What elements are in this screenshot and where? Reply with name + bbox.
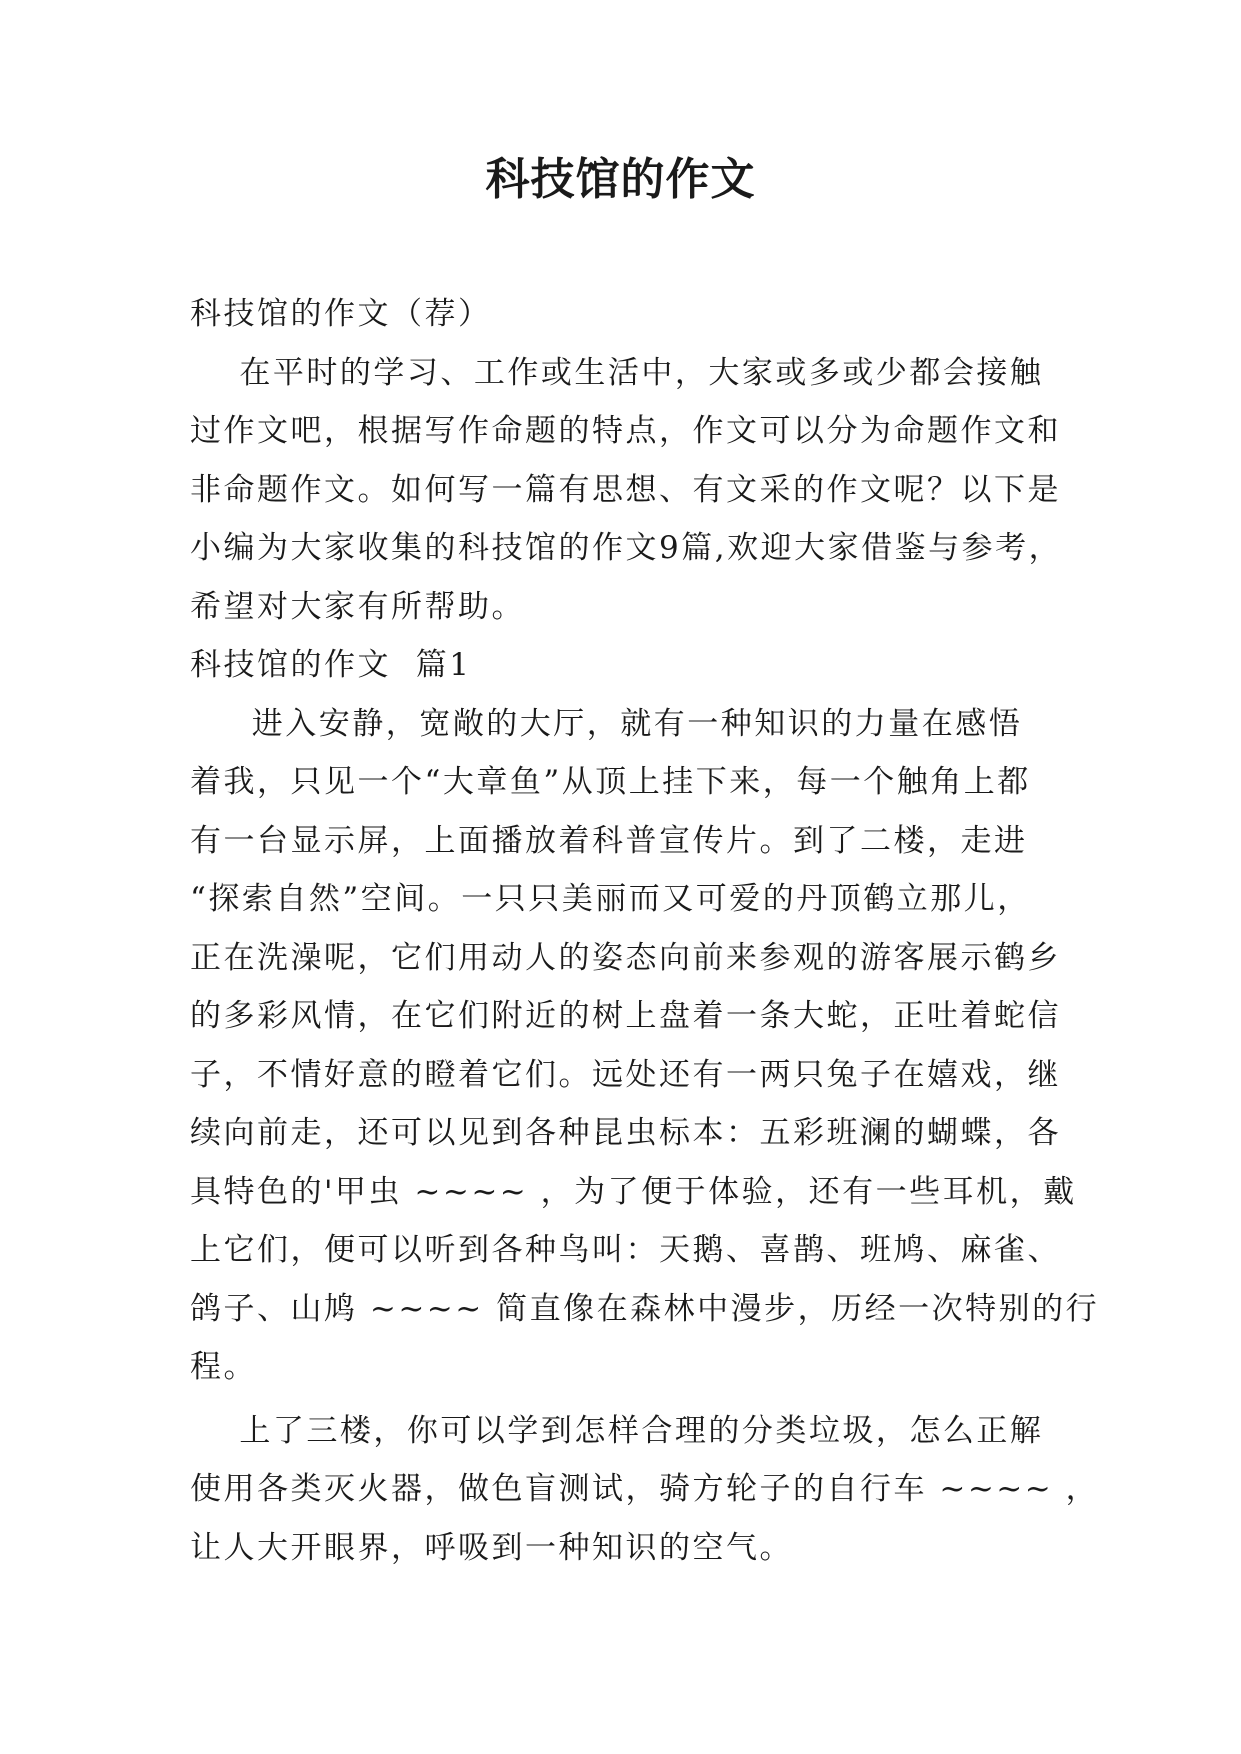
paragraph-line: “探索自然”空间。一只只美丽而又可爱的丹顶鹤立那儿， (190, 881, 1031, 917)
intro-line: 非命题作文。如何写一篇有思想、有文采的作文呢？以下是 (190, 471, 1061, 508)
paragraph-line: 续向前走，还可以见到各种昆虫标本：五彩班澜的蝴蝶，各 (190, 1115, 1061, 1151)
paragraph-line: 上它们，便可以听到各种鸟叫：天鹅、喜鹊、班鸠、麻雀、 (190, 1232, 1061, 1268)
paragraph-line: 的多彩风情，在它们附近的树上盘着一条大蛇，正吐着蛇信 (190, 998, 1061, 1034)
intro-line: 小编为大家收集的科技馆的作文9篇,欢迎大家借鉴与参考， (190, 530, 1063, 566)
intro-line: 过作文吧，根据写作命题的特点，作文可以分为命题作文和 (190, 413, 1061, 449)
paragraph-line: 让人大开眼界，呼吸到一种知识的空气。 (190, 1529, 793, 1566)
intro-paragraph (190, 344, 1063, 637)
intro-line: 在平时的学习、工作或生活中，大家或多或少都会接触 (190, 354, 1044, 391)
paragraph-line: 使用各类灭火器，做色盲测试，骑方轮子的自行车 ~~~~ ， (190, 1471, 1100, 1507)
paragraph-line: 正在洗澡呢，它们用动人的姿态向前来参观的游客展示鹤乡 (190, 939, 1061, 976)
paragraph-2 (190, 1402, 1100, 1578)
intro-line: 希望对大家有所帮助。 (190, 588, 525, 625)
paragraph-1 (190, 695, 1100, 1397)
document-body (190, 285, 1100, 1577)
paragraph-line: 程。 (190, 1349, 257, 1385)
section-heading: 科技馆的作文 篇1 (190, 647, 472, 683)
document-title: 科技馆的作文 (485, 154, 756, 205)
paragraph-line: 进入安静，宽敞的大厅，就有一种知识的力量在感悟 (190, 705, 1023, 742)
paragraph-line: 着我，只见一个“大章鱼”从顶上挂下来，每一个触角上都 (190, 764, 1031, 800)
paragraph-line: 上了三楼，你可以学到怎样合理的分类垃圾，怎么正解 (190, 1412, 1044, 1449)
paragraph-line: 有一台显示屏，上面播放着科普宣传片。到了二楼，走进 (190, 822, 1028, 859)
paragraph-line: 具特色的'甲虫 ~~~~ ，为了便于体验，还有一些耳机，戴 (190, 1173, 1077, 1210)
paragraph-line: 鸽子、山鸠 ~~~~ 简直像在森林中漫步，历经一次特别的行 (190, 1290, 1100, 1327)
paragraph-line: 子，不情好意的瞪着它们。远处还有一两只兔子在嬉戏，继 (190, 1056, 1061, 1093)
document-subtitle: 科技馆的作文（荐） (190, 296, 492, 332)
